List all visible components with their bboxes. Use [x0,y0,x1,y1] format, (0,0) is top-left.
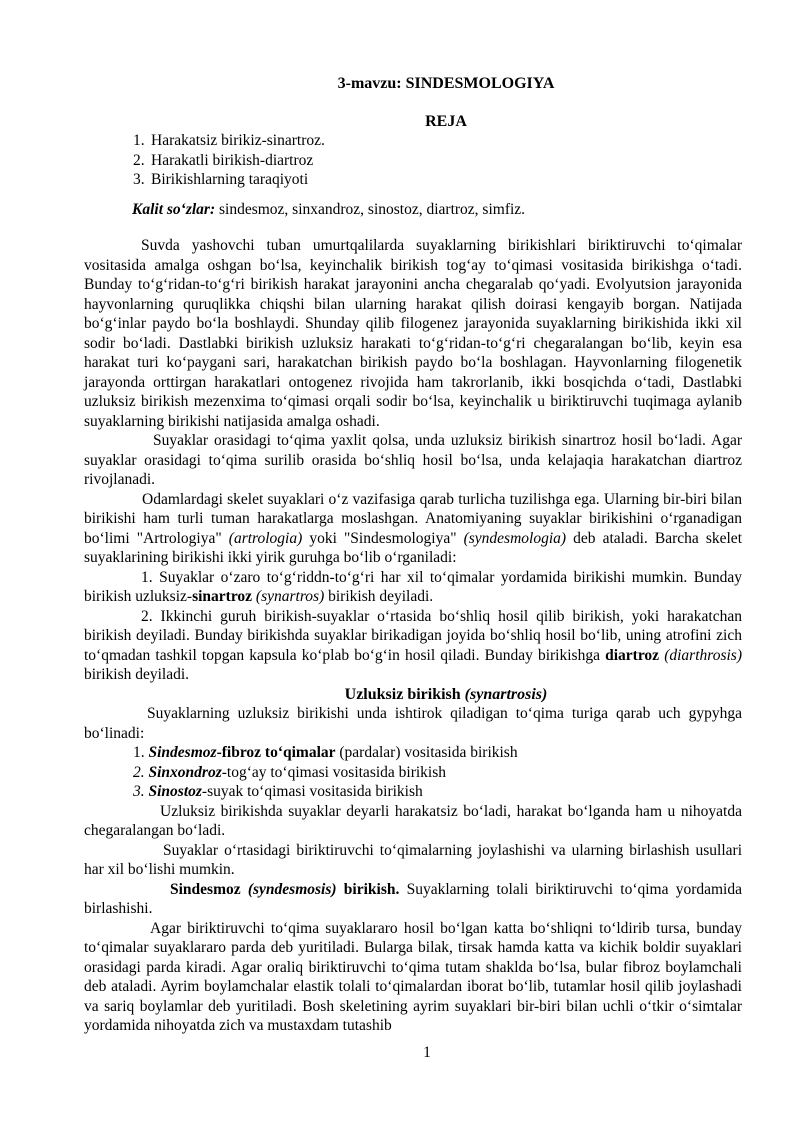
text-run: (synartrosis) [464,685,548,703]
text-run: Suyaklarning tolali biriktiruvchi to‘qima yordamida birlashishi. [84,880,742,917]
paragraph-evolution [84,236,742,431]
paragraph-group-1 [84,568,742,607]
plan-item [133,151,742,171]
list-item-sinxondroz [133,763,742,783]
plan-item-text: Harakatsiz birikiz-sinartroz. [151,132,325,149]
text-run: 1. [133,744,149,761]
plan-item-text: Birikishlarning taraqiyoti [151,171,309,188]
text-run: (pardalar) vositasida birikish [335,744,518,761]
text-run: Sinxondroz [148,763,222,781]
text-run: -tog‘ay to‘qimasi vositasida birikish [221,763,447,781]
text-run: diartroz [605,646,660,664]
paragraph-harakatsiz [84,802,742,841]
plan-item [133,170,742,190]
paragraph-group-2 [84,607,742,685]
plan-item-number: 3. [133,171,145,188]
paragraph-uch-turi [84,704,742,743]
text-run: Sindesmoz [170,880,248,898]
text-run: 1. Suyaklar o‘zaro to‘g‘riddn-to‘g‘ri har xil to‘qimalar yordamida birikishi mumkin. Bunday birikish uzluksiz- [84,568,742,605]
text-run: yoki "Sindesmologiya" [302,529,464,547]
list-item-sinostoz [133,782,742,802]
plan-heading: REJA [425,112,467,130]
text-run: birikish deyiladi. [324,588,434,605]
paragraph-suyaklararo-parda [84,919,742,1036]
text-run: (artrologia) [228,529,303,547]
text-run: Sindesmoz [148,744,217,761]
document-body [84,236,742,1036]
text-run: Suyaklarning uzluksiz birikishi unda ishtirok qiladigan to‘qima turiga qarab uch gypyhga bo‘linadi: [84,705,742,742]
text-run: Odamlardagi skelet suyaklari o‘z vazifasiga qarab turlicha tuzilishga ega. Ularning bir-biri bilan birikishi ham turli tuman harakatlarga moslashgan. Anatomiyaning suyaklar birikishini o‘rganadigan bo‘limi "Artrologiya" [84,490,742,547]
text-run: deb ataladi. Barcha skelet suyaklarining birikishi ikki yirik guruhga bo‘lib o‘rganiladi: [84,529,742,566]
page-title: 3-mavzu: SINDESMOLOGIYA [337,75,555,92]
text-run: Uzluksiz birikishda suyaklar deyarli harakatsiz bo‘ladi, harakat bo‘lganda ham u nihoyatda chegaralangan bo‘ladi. [84,802,742,839]
paragraph-artrologiya [84,490,742,568]
text-run: Agar biriktiruvchi to‘qima suyaklararo hosil bo‘lgan katta bo‘shliqni to‘ldirib tursa, bunday to‘qimalar suyaklararo parda deb yuritiladi. Bularga bilak, tirsak hamda katta va kichik boldir suyaklari orasidagi parda kiradi. Agar oraliq biriktiruvchi to‘qima tutam shaklda bo‘lsa, bular fibroz boylamchali deb ataladi. Ayrim boylamchalar elastik tolali to‘qimalardan iborat bo‘lib, tutamlar hosil qilib joylashadi va sariq boylamlar deb yuritiladi. Bosh skeletining ayrim suyaklari bir-biri bilan uchli o‘tkir o‘simtalar yordamida nihoyatda zich va mustaxdam tutashib [84,919,742,1034]
plan-item-number: 1. [133,132,145,149]
keywords-label: Kalit so‘zlar: [132,200,216,218]
page-number: 1 [423,1044,431,1061]
text-run: Suyaklar orasidagi to‘qima yaxlit qolsa, unda uzluksiz birikish sinartroz hosil bo‘ladi. Agar suyaklar orasidagi to‘qima surilib orasida bo‘shliq hosil bo‘lsa, unda kelajaqia harakatchan diartroz rivojlanadi. [84,432,742,488]
text-run: birikish deyiladi. [84,666,190,683]
text-run: Uzluksiz birikish [344,685,465,703]
text-run: (syndesmosis) [247,880,337,898]
section-heading-uzluksiz-birikish [84,685,742,705]
text-run: -suyak to‘qimasi vositasida birikish [201,783,423,800]
list-item-sindesmoz [133,743,742,763]
keywords-text: sindesmoz, sinxandroz, sinostoz, diartroz, simfiz. [215,200,526,218]
paragraph-joylashishi [84,841,742,880]
keywords-line [84,200,742,220]
text-run: 2. [133,763,149,781]
plan-item-number: 2. [133,151,145,169]
paragraph-sinartroz-diartroz [84,431,742,490]
text-run: (syndesmologia) [463,529,567,547]
text-run: birikish. [336,880,400,898]
plan-item [133,131,742,151]
text-run: 2. Ikkinchi guruh birikish-suyaklar o‘rtasida bo‘shliq hosil qilib birikish, yoki harakatchan birikish deyiladi. Bunday birikishda suyaklar birikadigan joyida bo‘shliq hosil bo‘lib, uning atrofini zich to‘qmadan tashkil topgan kapsula ko‘plab bo‘g‘in hosil qiladi. Bunday birikishga [84,607,742,664]
text-run: -fibroz to‘qimalar [216,744,336,761]
text-run: Suyaklar o‘rtasidagi biriktiruvchi to‘qimalarning joylashishi va ularning birlashish usullari har xil bo‘lishi mumkin. [84,841,742,878]
text-run: 3. [133,783,149,800]
plan-list [84,131,742,190]
plan-item-text: Harakatli birikish-diartroz [151,151,314,169]
text-run: Suvda yashovchi tuban umurtqalilarda suyaklarning birikishlari biriktiruvchi to‘qimalar vositasida amalga oshgan bo‘lsa, keyinchalik birikish tog‘ay to‘qimasi vositasida birikishga o‘tadi. Bunday to‘g‘ridan-to‘g‘ri birikish harakat jarayonini ancha chegaralab qo‘yadi. Evolyutsion jarayonida hayvonlarning quruqlikka chiqshi bilan ularning harakat qilish doirasi kengayib borgan. Natijada bo‘g‘inlar paydo bo‘la boshlaydi. Shunday qilib filogenez jarayonida suyaklarning birikishida ikki xil sodir bo‘ladi. Dastlabki birikish uzluksiz harakati to‘g‘ridan-to‘g‘ri chegaralangan bo‘lib, keyin esa harakat turi ko‘paygani sari, harakatchan birikish paydo bo‘la boshlagan. Hayvonlarning filogenetik jarayonda orttirgan harakatlari ontogenez rivojida ham takrorlanib, ikki bosqichda o‘tadi, Dastlabki uzluksiz birikish mezenxima to‘qimasi orqali sodir bo‘lsa, keyinchalik u biriktiruvchi tuqimaga aylanib suyaklarning birikishi natijasida amalga oshadi. [84,237,742,430]
text-run: Sinostoz [148,783,202,800]
text-run: sinartroz [192,588,253,605]
text-run: (synartros) [255,588,325,605]
text-run: (diarthrosis) [659,646,743,664]
paragraph-sindesmoz-birikish [84,880,742,919]
